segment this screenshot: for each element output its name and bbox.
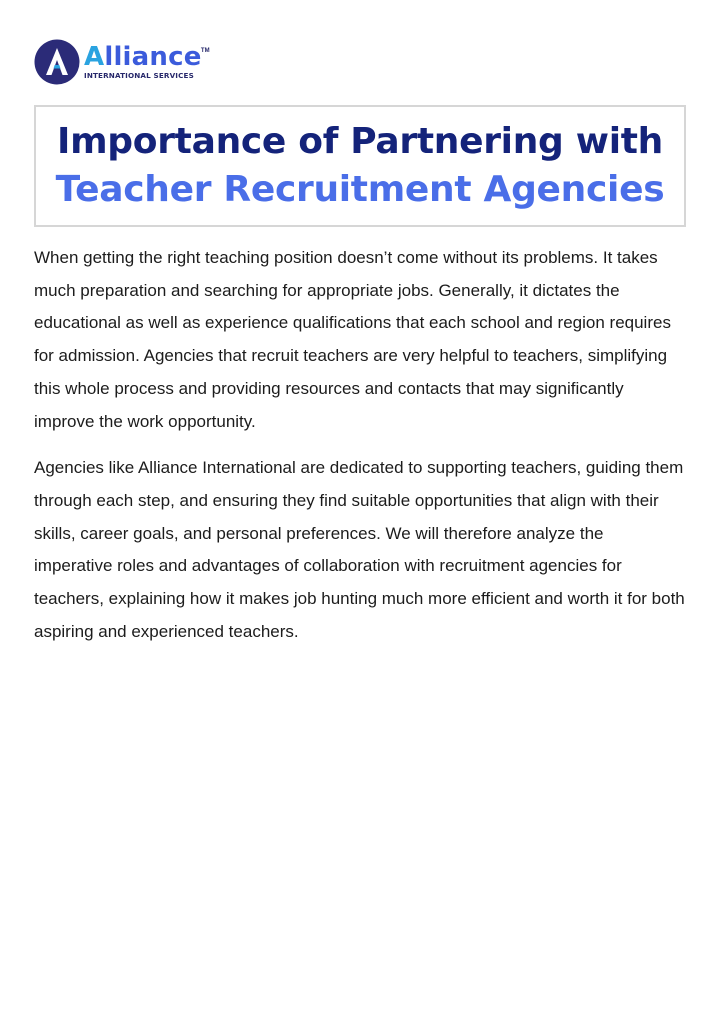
logo-brand-initial: A <box>84 42 105 72</box>
page-title-line-2: Teacher Recruitment Agencies <box>55 169 665 210</box>
logo-brand-rest: lliance <box>104 42 202 72</box>
page-title-line-1: Importance of Partnering with <box>57 121 663 162</box>
logo-brand-name <box>84 44 202 70</box>
body-paragraph: Agencies like Alliance International are dedicated to supporting teachers, guiding them through each step, and ensuring they find suitable opportunities that align with their skills, career goals, and personal preferences. We will therefore analyze the imperative roles and advantages of collaboration with recruitment agencies for teachers, explaining how it makes job hunting much more efficient and worth it for both aspiring and experienced teachers. <box>34 458 685 641</box>
title-box <box>34 105 686 227</box>
logo-subtitle: INTERNATIONAL SERVICES <box>84 71 194 80</box>
company-logo <box>34 38 210 86</box>
body-paragraph: When getting the right teaching position doesn’t come without its problems. It takes much preparation and searching for appropriate jobs. Generally, it dictates the educational as well as experience qualifications that each school and region requires for admission. Agencies that recruit teachers are very helpful to teachers, simplifying this whole process and providing resources and contacts that may significantly improve the work opportunity. <box>34 248 671 431</box>
logo-trademark: TM <box>200 48 210 54</box>
logo-wordmark <box>84 42 210 80</box>
article-body <box>34 242 686 662</box>
alliance-logo-icon <box>34 39 80 85</box>
